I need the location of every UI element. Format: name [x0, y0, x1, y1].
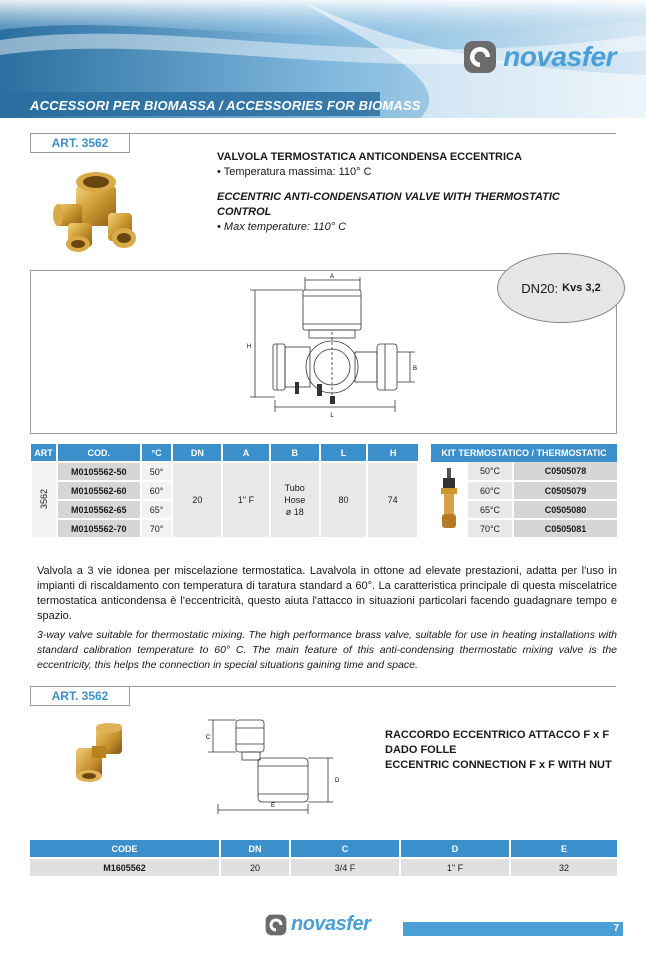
- table-header-row: [30, 840, 617, 858]
- b-cell: [270, 462, 320, 538]
- header-temp: °C: [141, 444, 173, 462]
- header-code: CODE: [30, 840, 220, 858]
- novasfer-logo-icon: [265, 914, 287, 936]
- dn-cell: 20: [220, 858, 290, 876]
- header-dn: DN: [220, 840, 290, 858]
- valve-technical-drawing: [235, 272, 435, 432]
- art-cell: [31, 462, 57, 538]
- dim-label-l: L: [330, 413, 334, 419]
- thermostatic-kit-table: [431, 444, 617, 539]
- description-it: Valvola a 3 vie idonea per miscelazione termostatica. Lavalvola in ottone ad elevate prestazioni, adatta per l'uso in impianti di riscaldamento con temperatura di taratura standard a 60°. La caratteristica principale di questa miscelatrice termostatica anticondensa è l'eccentricità, questo aiuta l'attacco in situazioni particolari facendo guadagnare tempo e spazio.: [37, 565, 617, 622]
- fitting-technical-drawing: [198, 714, 358, 818]
- dim-label-c: C: [205, 735, 211, 741]
- dim-label-d: D: [335, 778, 340, 784]
- fitting-line3: ECCENTRIC CONNECTION F x F WITH NUT: [385, 759, 612, 771]
- divider: [130, 686, 616, 687]
- header-c: C: [290, 840, 400, 858]
- temp-cell: 70°: [141, 519, 173, 538]
- kvs-label: Kvs 3,2: [562, 282, 601, 294]
- title-it: VALVOLA TERMOSTATICA ANTICONDENSA ECCENTRICA: [217, 151, 522, 163]
- dn-cell: 20: [172, 462, 222, 538]
- kit-photo-cell: [431, 462, 467, 538]
- header-h: H: [367, 444, 418, 462]
- header-code: COD.: [57, 444, 141, 462]
- table-row: [31, 462, 418, 481]
- h-cell: 74: [367, 462, 418, 538]
- header-b: B: [270, 444, 320, 462]
- b-line1: Tubo: [284, 483, 305, 493]
- kit-code: C0505078: [513, 462, 617, 481]
- novasfer-logo-icon: [463, 40, 497, 74]
- dim-label-b: B: [413, 366, 418, 372]
- footer-brand-name: novasfer: [291, 913, 371, 935]
- temp-cell: 65°: [141, 500, 173, 519]
- kit-header: KIT TERMOSTATICO / THERMOSTATIC: [431, 444, 617, 462]
- kit-code: C0505081: [513, 519, 617, 538]
- a-cell: 1" F: [222, 462, 270, 538]
- dim-label-a: A: [329, 274, 335, 280]
- code-cell: M0105562-50: [57, 462, 141, 481]
- article-tag: ART. 3562: [30, 133, 130, 153]
- title-en: ECCENTRIC ANTI-CONDENSATION VALVE WITH THERMOSTATIC CONTROL: [217, 191, 560, 218]
- temp-cell: 60°: [141, 481, 173, 500]
- divider: [130, 133, 616, 134]
- dim-label-e: E: [270, 803, 276, 809]
- header-d: D: [400, 840, 510, 858]
- code-cell: M0105562-60: [57, 481, 141, 500]
- max-temp-it: • Temperatura massima: 110° C: [217, 166, 372, 178]
- dn-kvs-badge: [497, 253, 625, 323]
- dn-label: DN20:: [521, 280, 559, 296]
- page-header: [0, 0, 646, 118]
- fitting-line1: RACCORDO ECCENTRICO ATTACCO F x F: [385, 729, 610, 741]
- kit-temp: 50°C: [467, 462, 513, 481]
- valve-photo: [48, 168, 143, 258]
- header-e: E: [510, 840, 617, 858]
- kit-temp: 60°C: [467, 481, 513, 500]
- table-header-row: [31, 444, 418, 462]
- footer-bar: [403, 922, 623, 936]
- footer-brand: [265, 913, 370, 936]
- kit-code: C0505079: [513, 481, 617, 500]
- brand-logo: [463, 40, 616, 74]
- art-number: 3562: [38, 488, 49, 510]
- page-number: 7: [613, 923, 619, 934]
- b-line2: Hose: [284, 495, 306, 505]
- header-l: L: [320, 444, 368, 462]
- kit-temp: 65°C: [467, 500, 513, 519]
- eccentric-fitting-photo: [68, 722, 130, 784]
- l-cell: 80: [320, 462, 368, 538]
- section-title: ACCESSORI PER BIOMASSA / ACCESSORIES FOR BIOMASS: [30, 98, 421, 113]
- fitting-description: [385, 728, 612, 773]
- temp-cell: 50°: [141, 462, 173, 481]
- code-cell: M1605562: [30, 858, 220, 876]
- article-tag-2: ART. 3562: [30, 686, 130, 706]
- header-dn: DN: [172, 444, 222, 462]
- dim-label-h: H: [246, 344, 252, 350]
- header-a: A: [222, 444, 270, 462]
- e-cell: 32: [510, 858, 617, 876]
- kit-row: [431, 462, 617, 481]
- code-cell: M0105562-65: [57, 500, 141, 519]
- table-row: [30, 858, 617, 876]
- thermostat-cartridge-photo: [438, 468, 460, 530]
- kit-temp: 70°C: [467, 519, 513, 538]
- product-spec-table: [30, 444, 419, 539]
- fitting-line2: DADO FOLLE: [385, 744, 457, 756]
- d-cell: 1" F: [400, 858, 510, 876]
- kit-header-row: [431, 444, 617, 462]
- b-line3: ø 18: [285, 507, 304, 517]
- max-temp-en: • Max temperature: 110° C: [217, 221, 347, 233]
- kit-code: C0505080: [513, 500, 617, 519]
- brand-name: novasfer: [503, 41, 616, 72]
- c-cell: 3/4 F: [290, 858, 400, 876]
- product-description: [217, 150, 617, 235]
- fitting-spec-table: [30, 840, 617, 876]
- header-art: ART: [31, 444, 57, 462]
- code-cell: M0105562-70: [57, 519, 141, 538]
- description-en: 3-way valve suitable for thermostatic mixing. The high performance brass valve, suitable for use in heating installations with standard calibration temperature to 60° C. The main feature of this anti-condensing thermostatic mixing valve is the eccentricity, this helps the connection in special situations gaining time and space.: [37, 629, 617, 671]
